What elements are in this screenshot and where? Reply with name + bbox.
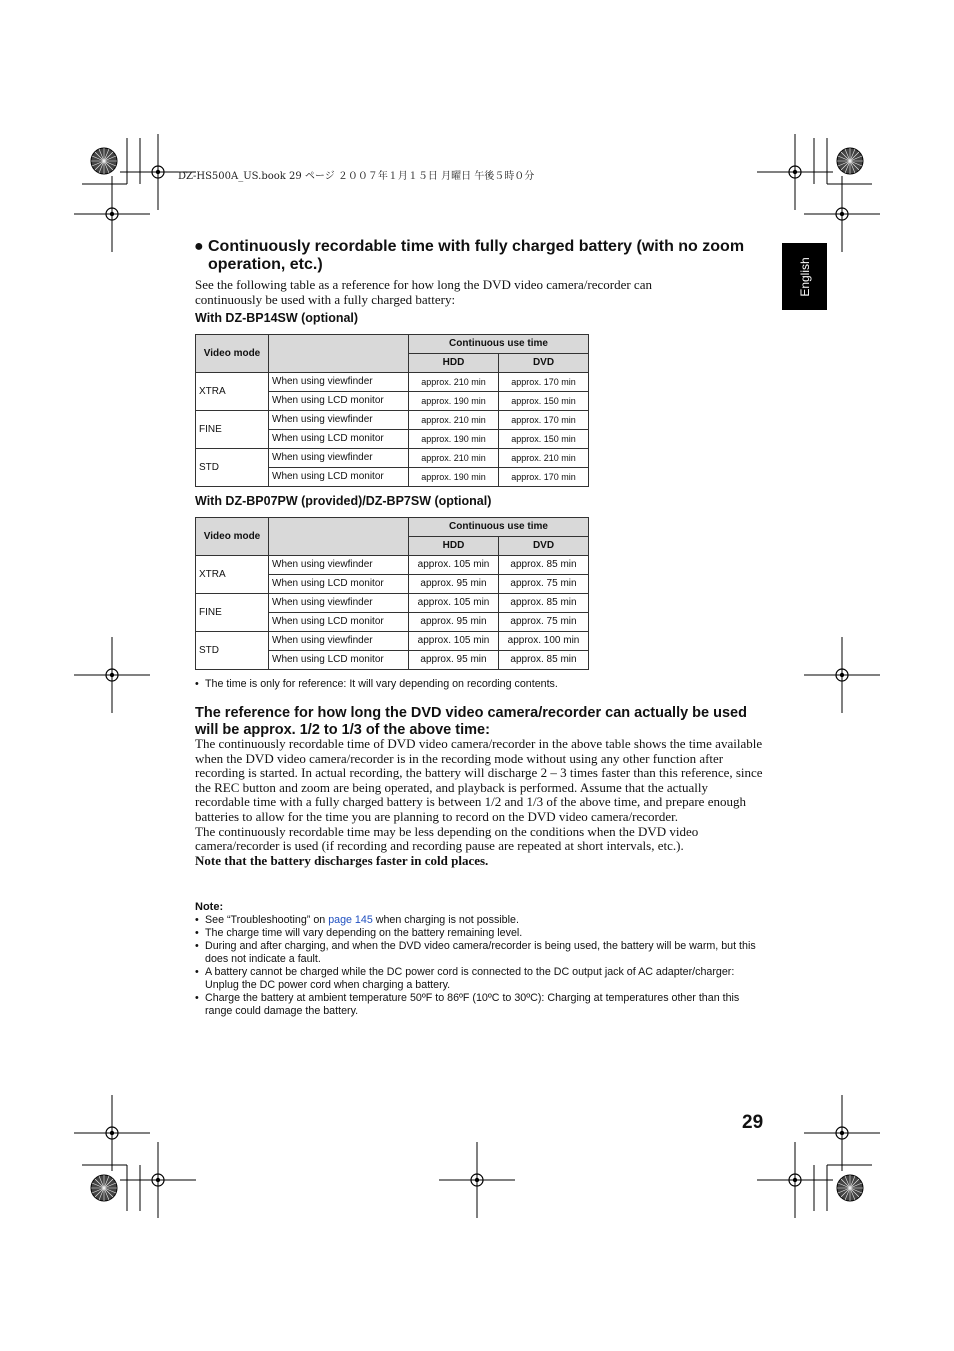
header-continuous: Continuous use time bbox=[409, 335, 589, 354]
dvd-cell: approx. 85 min bbox=[499, 594, 589, 613]
note-text: when charging is not possible. bbox=[372, 914, 519, 926]
hdd-cell: approx. 190 min bbox=[409, 468, 499, 487]
use-cell: When using viewfinder bbox=[269, 411, 409, 430]
hdd-cell: approx. 105 min bbox=[409, 556, 499, 575]
table-footnote-text: • The time is only for reference: It will vary depending on recording contents. bbox=[195, 678, 765, 691]
table-row bbox=[196, 556, 589, 575]
table-row bbox=[196, 411, 589, 430]
use-cell: When using viewfinder bbox=[269, 594, 409, 613]
intro-paragraph: See the following table as a reference for how long the DVD video camera/recorder can continuously be used with a fully charged battery: bbox=[195, 277, 652, 307]
dvd-cell: approx. 210 min bbox=[499, 449, 589, 468]
mode-cell: STD bbox=[196, 632, 269, 670]
table-row bbox=[196, 594, 589, 613]
hdd-cell: approx. 95 min bbox=[409, 613, 499, 632]
header-hdd: HDD bbox=[409, 537, 499, 556]
use-cell: When using LCD monitor bbox=[269, 468, 409, 487]
notes-heading: Note: bbox=[195, 901, 224, 913]
note-text: See “Troubleshooting” on bbox=[205, 914, 329, 926]
dvd-cell: approx. 100 min bbox=[499, 632, 589, 651]
header-video-mode: Video mode bbox=[196, 335, 269, 373]
header-blank bbox=[269, 335, 409, 373]
header-video-mode: Video mode bbox=[196, 518, 269, 556]
hdd-cell: approx. 210 min bbox=[409, 449, 499, 468]
table1-caption: With DZ-BP14SW (optional) bbox=[195, 311, 359, 325]
running-head: DZ-HS500A_US.book 29 ページ ２００７年１月１５日 月曜日 午後５時０分 bbox=[178, 171, 535, 182]
mode-cell: XTRA bbox=[196, 373, 269, 411]
reference-heading bbox=[195, 705, 765, 738]
language-tab-label: English bbox=[797, 256, 812, 297]
language-tab bbox=[782, 243, 827, 310]
note-item: • During and after charging, and when the DVD video camera/recorder is being used, the battery will be warm, but this does not indicate a fault. bbox=[195, 940, 767, 966]
dvd-cell: approx. 85 min bbox=[499, 556, 589, 575]
dvd-cell: approx. 170 min bbox=[499, 468, 589, 487]
section-heading-line2: operation, etc.) bbox=[208, 256, 323, 273]
dvd-cell: approx. 75 min bbox=[499, 575, 589, 594]
bullet-icon: ● bbox=[194, 238, 204, 255]
table-row bbox=[196, 449, 589, 468]
use-cell: When using LCD monitor bbox=[269, 392, 409, 411]
use-cell: When using viewfinder bbox=[269, 632, 409, 651]
note-item bbox=[195, 914, 767, 927]
use-cell: When using LCD monitor bbox=[269, 651, 409, 670]
hdd-cell: approx. 190 min bbox=[409, 430, 499, 449]
hdd-cell: approx. 105 min bbox=[409, 594, 499, 613]
header-continuous: Continuous use time bbox=[409, 518, 589, 537]
hdd-cell: approx. 210 min bbox=[409, 373, 499, 392]
note-item: • A battery cannot be charged while the DC power cord is connected to the DC output jack of AC adapter/charger: Unplug the DC power cord when charging a battery. bbox=[195, 966, 767, 992]
reference-paragraph-3: Note that the battery discharges faster in cold places. bbox=[195, 852, 489, 868]
table-row bbox=[196, 632, 589, 651]
section-heading-line1: Continuously recordable time with fully charged battery (with no zoom bbox=[208, 238, 745, 255]
hdd-cell: approx. 95 min bbox=[409, 575, 499, 594]
header-dvd: DVD bbox=[499, 354, 589, 373]
reference-heading-line2: will be approx. 1/2 to 1/3 of the above time: bbox=[195, 721, 490, 738]
use-cell: When using viewfinder bbox=[269, 449, 409, 468]
table2-caption: With DZ-BP07PW (provided)/DZ-BP7SW (optional) bbox=[195, 494, 492, 508]
mode-cell: STD bbox=[196, 449, 269, 487]
dvd-cell: approx. 85 min bbox=[499, 651, 589, 670]
reference-heading-line1: The reference for how long the DVD video camera/recorder can actually be used bbox=[195, 705, 747, 721]
reference-body bbox=[195, 737, 765, 868]
dvd-cell: approx. 75 min bbox=[499, 613, 589, 632]
battery-table-1 bbox=[195, 334, 589, 487]
dvd-cell: approx. 150 min bbox=[499, 430, 589, 449]
page-145-link[interactable]: page 145 bbox=[328, 914, 373, 926]
header-dvd: DVD bbox=[499, 537, 589, 556]
hdd-cell: approx. 210 min bbox=[409, 411, 499, 430]
use-cell: When using viewfinder bbox=[269, 556, 409, 575]
page-number: 29 bbox=[742, 1112, 764, 1133]
mode-cell: FINE bbox=[196, 411, 269, 449]
table-footnote bbox=[195, 678, 765, 691]
notes-block bbox=[195, 901, 767, 1018]
battery-table-2 bbox=[195, 517, 589, 670]
header-blank bbox=[269, 518, 409, 556]
reference-paragraph-2: The continuously recordable time may be less depending on the conditions when the DVD video camera/recorder is used (if recording and recording pause are repeated at short intervals, etc.). bbox=[195, 823, 699, 854]
hdd-cell: approx. 105 min bbox=[409, 632, 499, 651]
note-item: • Charge the battery at ambient temperature 50ºF to 86ºF (10ºC to 30ºC): Charging at temperatures other than this range could damage the battery. bbox=[195, 992, 767, 1018]
mode-cell: FINE bbox=[196, 594, 269, 632]
dvd-cell: approx. 170 min bbox=[499, 373, 589, 392]
use-cell: When using viewfinder bbox=[269, 373, 409, 392]
section-heading bbox=[194, 238, 764, 274]
mode-cell: XTRA bbox=[196, 556, 269, 594]
header-hdd: HDD bbox=[409, 354, 499, 373]
note-item: • The charge time will vary depending on the battery remaining level. bbox=[195, 927, 767, 940]
use-cell: When using LCD monitor bbox=[269, 430, 409, 449]
dvd-cell: approx. 150 min bbox=[499, 392, 589, 411]
hdd-cell: approx. 190 min bbox=[409, 392, 499, 411]
use-cell: When using LCD monitor bbox=[269, 613, 409, 632]
reference-paragraph-1: The continuously recordable time of DVD video camera/recorder in the above table shows the time available when the DVD video camera/recorder is in the recording mode without using any other function after recording is started. In actual recording, the battery will discharge 2 – 3 times faster than this reference, since the REC button and zoom are being operated, and playback is performed. Assume that the actually recordable time with a fully charged battery is between 1/2 and 1/3 of the above time, and prepare enough batteries to allow for the time you are planning to record on the DVD video camera/recorder. bbox=[195, 736, 763, 824]
use-cell: When using LCD monitor bbox=[269, 575, 409, 594]
dvd-cell: approx. 170 min bbox=[499, 411, 589, 430]
table-row bbox=[196, 373, 589, 392]
hdd-cell: approx. 95 min bbox=[409, 651, 499, 670]
